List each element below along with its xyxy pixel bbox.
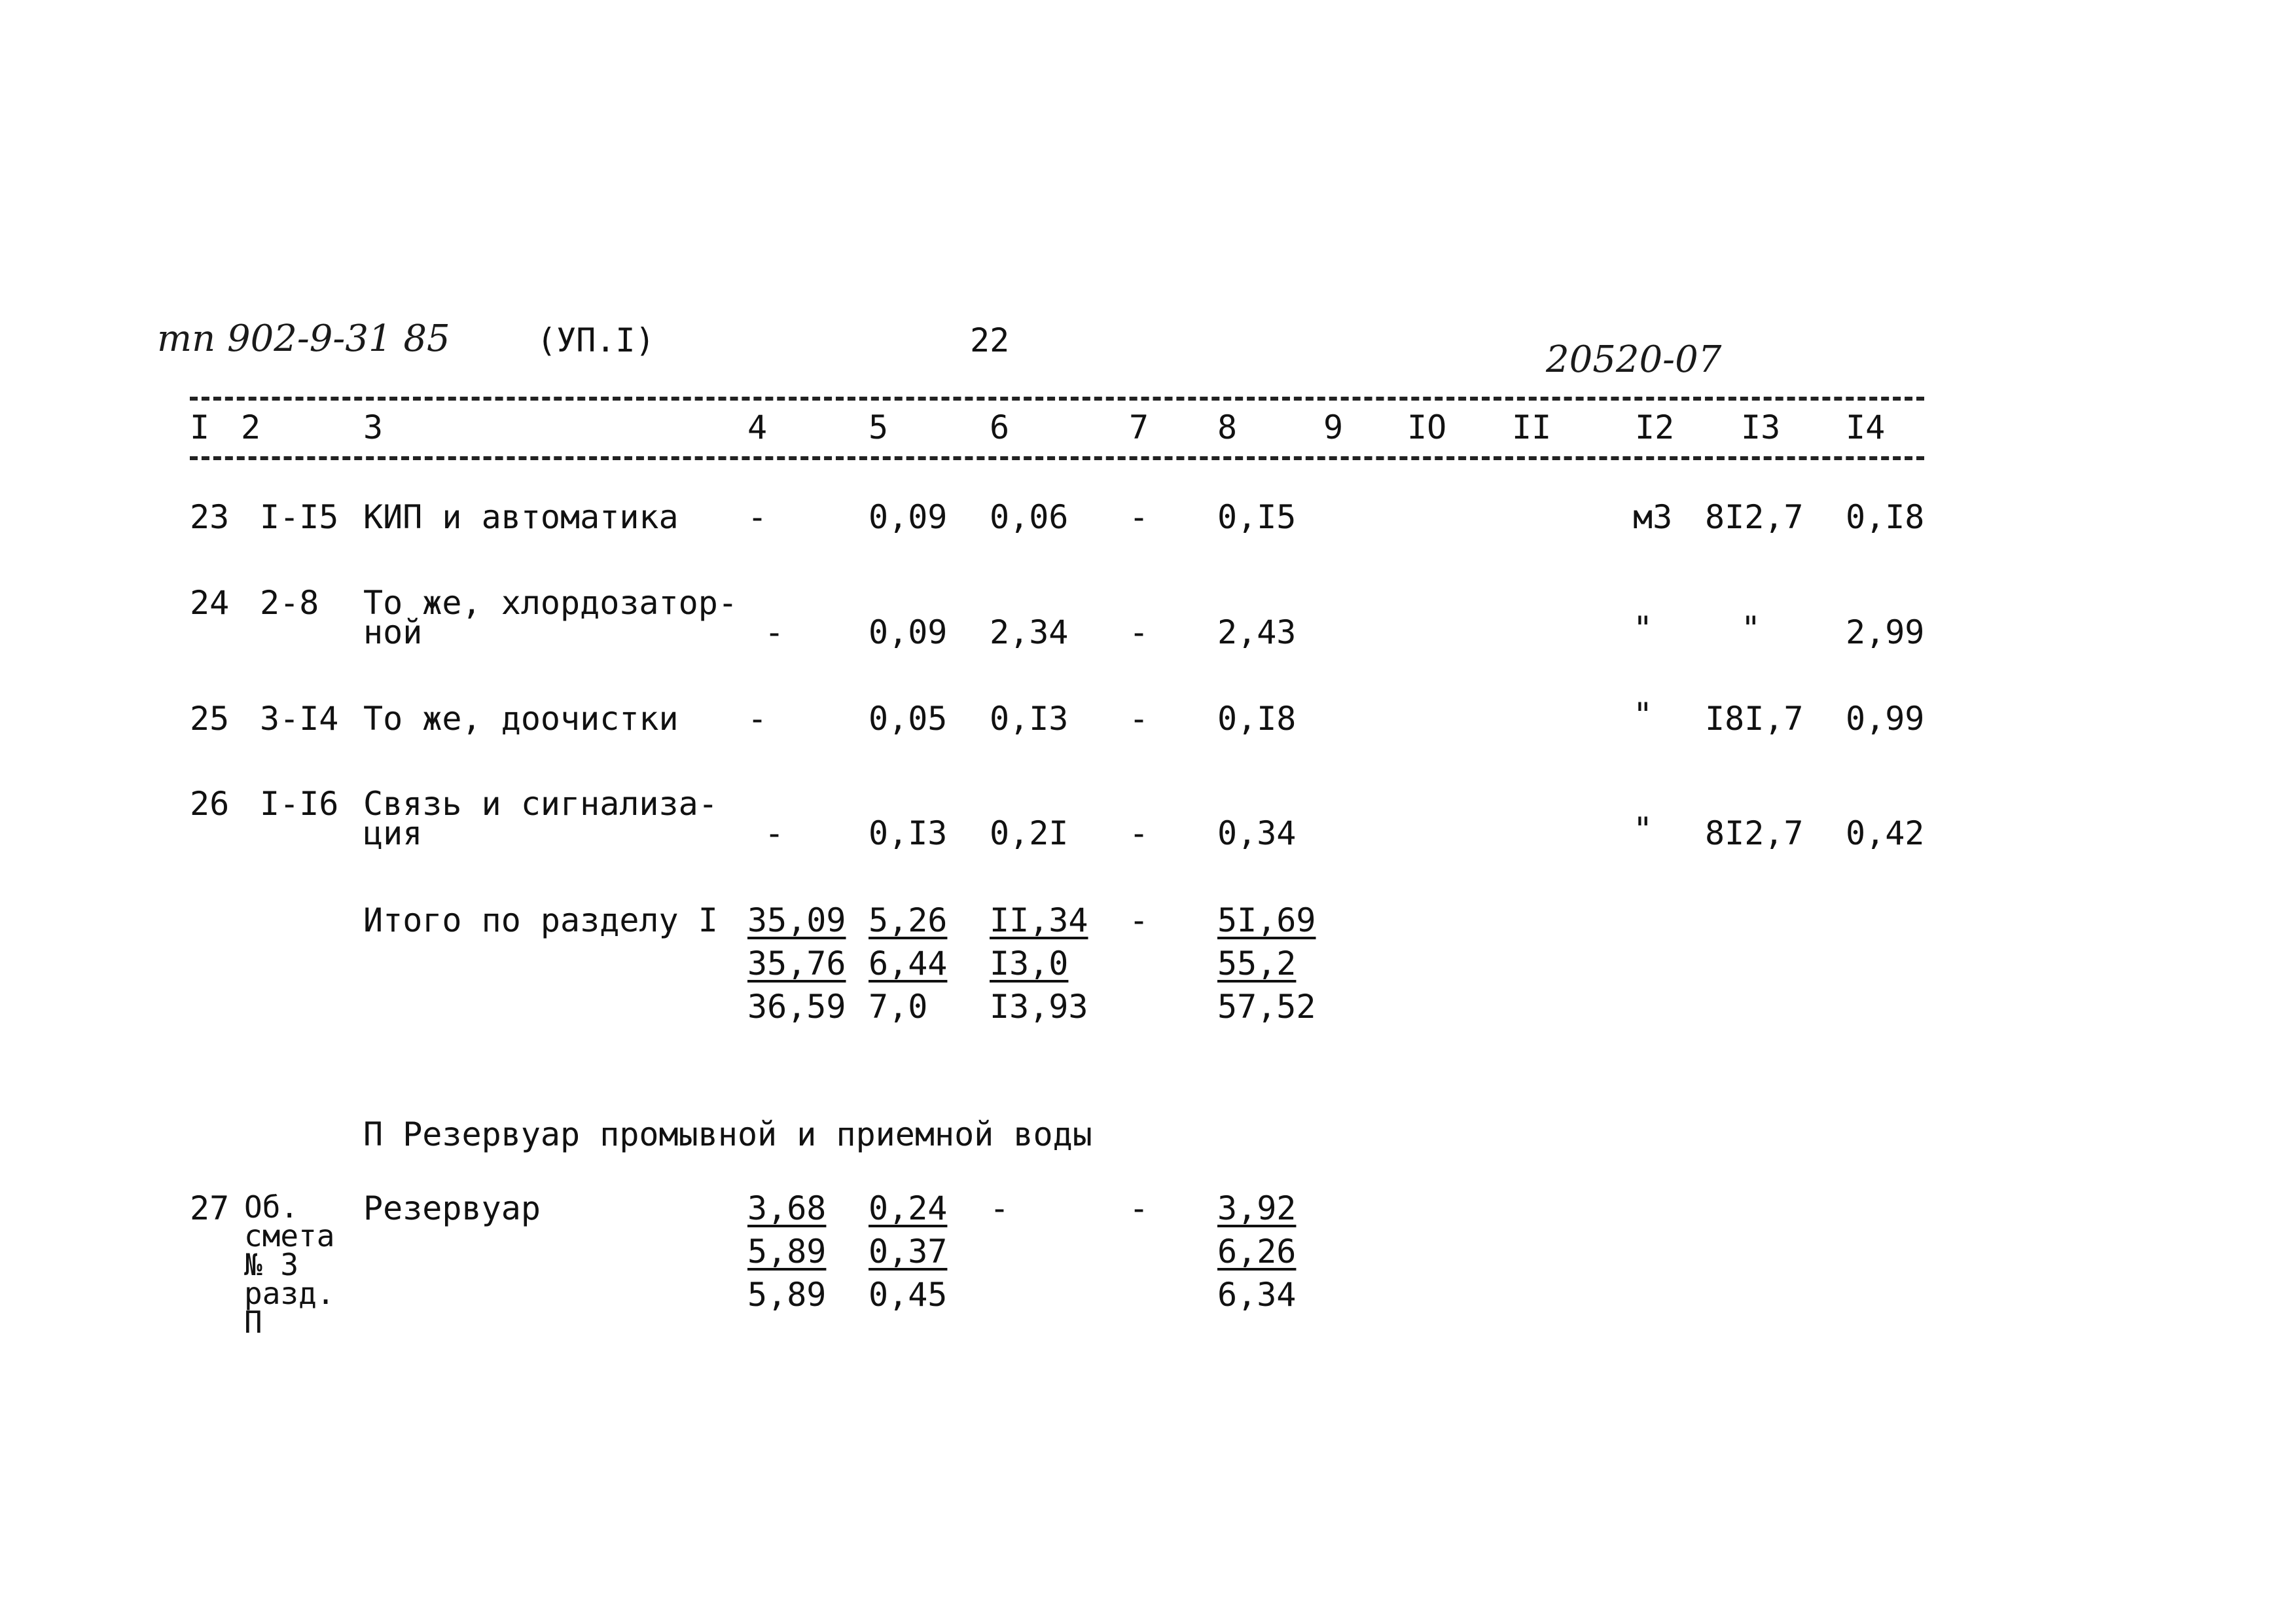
row-code-line: Об. xyxy=(244,1189,299,1225)
total-col6-line3: I3,93 xyxy=(990,988,1088,1026)
row-code-line: смета xyxy=(244,1218,335,1254)
row-number: 25 xyxy=(190,700,230,738)
doc-code: тп 902-9-31 85 xyxy=(157,317,450,360)
row-name-continued: ция xyxy=(363,814,423,852)
cell-col8-line1: 3,92 xyxy=(1217,1189,1297,1227)
section-title: П Резервуар промывной и приемной воды xyxy=(363,1115,1092,1153)
cell-col4: - xyxy=(747,498,768,536)
cell-col8: 0,I8 xyxy=(1217,700,1297,738)
cell-col5: 0,09 xyxy=(869,613,948,651)
cell-col7: - xyxy=(1129,498,1149,536)
cell-col12: " xyxy=(1633,609,1653,647)
total-col5-line3: 7,0 xyxy=(869,988,928,1026)
column-header: 3 xyxy=(363,408,384,446)
row-code-reference xyxy=(244,1189,335,1340)
table-header-rule xyxy=(190,456,1924,460)
row-number: 27 xyxy=(190,1189,230,1227)
row-code-line: № 3 xyxy=(244,1247,299,1282)
cell-col12: " xyxy=(1633,696,1653,734)
row-number: 24 xyxy=(190,584,230,622)
cell-col4: - xyxy=(747,700,768,738)
cell-col13: 8I2,7 xyxy=(1705,814,1804,852)
total-col6-line1: II,34 xyxy=(990,901,1088,939)
cell-col12: " xyxy=(1633,810,1653,848)
total-col4-line2: 35,76 xyxy=(747,945,846,983)
row-name: Связь и сигнализа- xyxy=(363,785,718,823)
row-name-continued: ной xyxy=(363,613,423,651)
column-header: I2 xyxy=(1635,408,1675,446)
cell-col14: 0,42 xyxy=(1846,814,1925,852)
column-header: I4 xyxy=(1846,408,1886,446)
total-col8-line2: 55,2 xyxy=(1217,945,1297,983)
cell-col4: - xyxy=(764,814,785,852)
row-code: I-I6 xyxy=(260,785,339,823)
column-header: I3 xyxy=(1741,408,1781,446)
row-code: 3-I4 xyxy=(260,700,339,738)
cell-col7: - xyxy=(1129,700,1149,738)
cell-col14: 2,99 xyxy=(1846,613,1925,651)
cell-col6: 0,I3 xyxy=(990,700,1069,738)
cell-col13: " xyxy=(1741,609,1761,647)
row-number: 23 xyxy=(190,498,230,536)
column-header: 5 xyxy=(869,408,889,446)
cell-col5: 0,09 xyxy=(869,498,948,536)
cell-col8: 0,34 xyxy=(1217,814,1297,852)
column-header: 6 xyxy=(990,408,1010,446)
total-col8-line1: 5I,69 xyxy=(1217,901,1316,939)
total-col4-line3: 36,59 xyxy=(747,988,846,1026)
cell-col7: - xyxy=(1129,814,1149,852)
cell-col6: 0,06 xyxy=(990,498,1069,536)
cell-col4-line1: 3,68 xyxy=(747,1189,827,1227)
cell-col6: 0,2I xyxy=(990,814,1069,852)
column-header: 8 xyxy=(1217,408,1238,446)
cell-col8-line2: 6,26 xyxy=(1217,1233,1297,1271)
total-col7: - xyxy=(1129,901,1149,939)
column-header: 4 xyxy=(747,408,768,446)
cell-col6: - xyxy=(990,1189,1010,1227)
cell-col13: I8I,7 xyxy=(1705,700,1804,738)
cell-col8: 0,I5 xyxy=(1217,498,1297,536)
cell-col6: 2,34 xyxy=(990,613,1069,651)
page-number: 22 xyxy=(970,321,1010,359)
row-code: 2-8 xyxy=(260,584,319,622)
table-top-rule xyxy=(190,397,1924,401)
total-col4-line1: 35,09 xyxy=(747,901,846,939)
total-col8-line3: 57,52 xyxy=(1217,988,1316,1026)
column-header: I xyxy=(190,408,210,446)
cell-col4-line3: 5,89 xyxy=(747,1276,827,1314)
row-name: КИП и автоматика xyxy=(363,498,679,536)
cell-col8-line3: 6,34 xyxy=(1217,1276,1297,1314)
total-col5-line1: 5,26 xyxy=(869,901,948,939)
column-header: IO xyxy=(1407,408,1447,446)
cell-col7: - xyxy=(1129,613,1149,651)
cell-col5: 0,05 xyxy=(869,700,948,738)
column-header: 7 xyxy=(1129,408,1149,446)
cell-col14: 0,I8 xyxy=(1846,498,1925,536)
row-code-line: разд. xyxy=(244,1276,335,1311)
cell-col5: 0,I3 xyxy=(869,814,948,852)
cell-col14: 0,99 xyxy=(1846,700,1925,738)
cell-col7: - xyxy=(1129,1189,1149,1227)
cell-col8: 2,43 xyxy=(1217,613,1297,651)
total-label: Итого по разделу I xyxy=(363,901,718,939)
document-number: 20520-07 xyxy=(1546,338,1722,381)
cell-col5-line1: 0,24 xyxy=(869,1189,948,1227)
column-header: 9 xyxy=(1323,408,1344,446)
row-number: 26 xyxy=(190,785,230,823)
column-header: II xyxy=(1512,408,1552,446)
cell-col12: м3 xyxy=(1633,498,1673,536)
row-name: То же, хлордозатор- xyxy=(363,584,738,622)
total-col5-line2: 6,44 xyxy=(869,945,948,983)
cell-col4-line2: 5,89 xyxy=(747,1233,827,1271)
volume-label: (УП.I) xyxy=(537,321,655,359)
column-header: 2 xyxy=(241,408,261,446)
cell-col4: - xyxy=(764,613,785,651)
row-code: I-I5 xyxy=(260,498,339,536)
cell-col5-line2: 0,37 xyxy=(869,1233,948,1271)
row-code-line: П xyxy=(244,1305,262,1340)
row-name: Резервуар xyxy=(363,1189,541,1227)
cell-col13: 8I2,7 xyxy=(1705,498,1804,536)
total-col6-line2: I3,0 xyxy=(990,945,1069,983)
cell-col5-line3: 0,45 xyxy=(869,1276,948,1314)
row-name: То же, доочистки xyxy=(363,700,679,738)
